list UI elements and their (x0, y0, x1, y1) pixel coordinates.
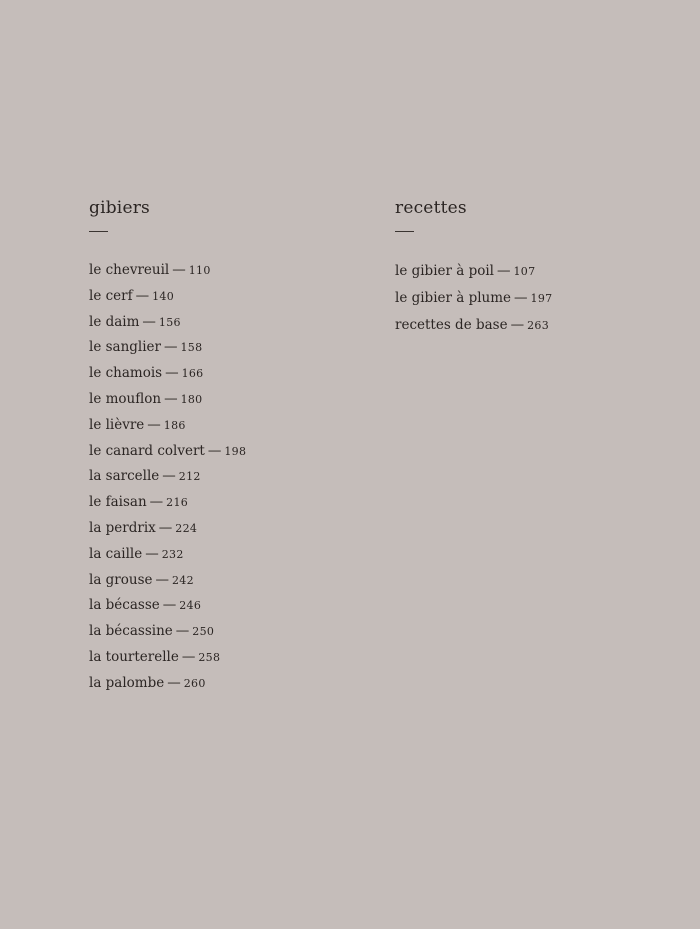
entry-page: 107 (513, 265, 536, 278)
entry-separator: — (164, 390, 178, 407)
entry-page: 258 (198, 650, 221, 664)
toc-entry[interactable] (89, 619, 349, 645)
entry-page: 260 (183, 676, 206, 690)
entry-separator: — (155, 571, 169, 588)
entry-page: 246 (179, 599, 202, 613)
entry-separator: — (162, 468, 176, 485)
entry-page: 242 (172, 573, 194, 587)
entry-page: 198 (224, 444, 247, 458)
entry-separator: — (175, 623, 190, 640)
gibiers-list (89, 258, 349, 697)
entry-label: la bécassine (89, 623, 173, 640)
entry-label: la caille (89, 545, 143, 562)
entry-label: le gibier à plume (395, 290, 512, 306)
entry-page: 186 (163, 418, 186, 432)
entry-page: 224 (175, 521, 198, 535)
entry-label: le daim (89, 313, 140, 330)
toc-entry[interactable] (89, 516, 349, 542)
entry-page: 197 (530, 292, 553, 305)
toc-entry[interactable] (89, 387, 349, 413)
entry-label: le cerf (89, 287, 133, 304)
entry-label: la bécasse (89, 597, 160, 614)
entry-page: 250 (192, 625, 215, 639)
entry-separator: — (181, 648, 196, 665)
toc-entry[interactable] (395, 258, 655, 285)
toc-entry[interactable] (89, 645, 349, 671)
entry-separator: — (167, 674, 181, 691)
entry-page: 180 (180, 392, 203, 406)
entry-label: le faisan (89, 494, 147, 511)
heading-rule (395, 231, 414, 232)
heading-rule (89, 231, 108, 232)
entry-page: 216 (166, 496, 189, 510)
toc-entry[interactable] (89, 439, 349, 465)
entry-label: le chevreuil (89, 262, 170, 278)
entry-page: 156 (158, 315, 181, 329)
toc-entry[interactable] (89, 284, 349, 310)
entry-separator: — (147, 416, 161, 433)
entry-label: la tourterelle (89, 648, 179, 665)
toc-entry[interactable] (89, 671, 349, 697)
entry-label: la sarcelle (89, 468, 160, 485)
recettes-list (395, 258, 655, 339)
entry-page: 166 (181, 367, 204, 381)
entry-page: 212 (178, 470, 201, 484)
toc-entry[interactable] (89, 490, 349, 516)
entry-label: le sanglier (89, 339, 161, 356)
entry-page: 158 (180, 341, 203, 355)
toc-entry[interactable] (395, 312, 655, 339)
entry-separator: — (165, 365, 179, 382)
recettes-section (395, 198, 655, 339)
entry-label: le mouflon (89, 390, 162, 407)
toc-entry[interactable] (89, 335, 349, 361)
entry-separator: — (172, 262, 186, 278)
entry-separator: — (497, 263, 511, 279)
gibiers-section (89, 198, 349, 697)
entry-separator: — (142, 313, 156, 330)
toc-entry[interactable] (89, 258, 349, 284)
toc-entry[interactable] (89, 593, 349, 619)
entry-separator: — (510, 317, 525, 333)
entry-label: le gibier à poil (395, 263, 494, 279)
entry-page: 110 (188, 264, 211, 277)
toc-entry[interactable] (89, 310, 349, 336)
entry-label: le canard colvert (89, 442, 205, 459)
entry-separator: — (164, 339, 178, 356)
entry-label: la perdrix (89, 519, 156, 536)
entry-label: le lièvre (89, 416, 145, 433)
toc-entry[interactable] (395, 285, 655, 312)
entry-separator: — (158, 519, 173, 536)
entry-label: recettes de base (395, 317, 508, 333)
entry-label: la grouse (89, 571, 153, 588)
entry-separator: — (149, 494, 164, 511)
entry-label: le chamois (89, 365, 163, 382)
toc-entry[interactable] (89, 568, 349, 594)
entry-separator: — (145, 545, 159, 562)
entry-page: 232 (161, 547, 184, 561)
entry-label: la palombe (89, 674, 165, 691)
toc-entry[interactable] (89, 361, 349, 387)
toc-entry[interactable] (89, 464, 349, 490)
gibiers-heading: gibiers (89, 198, 150, 218)
entry-separator: — (162, 597, 177, 614)
entry-separator: — (135, 287, 150, 304)
entry-page: 263 (527, 319, 549, 332)
toc-entry[interactable] (89, 542, 349, 568)
entry-separator: — (514, 290, 528, 306)
recettes-heading: recettes (395, 198, 467, 218)
toc-entry[interactable] (89, 413, 349, 439)
entry-separator: — (207, 442, 222, 459)
entry-page: 140 (152, 289, 175, 303)
